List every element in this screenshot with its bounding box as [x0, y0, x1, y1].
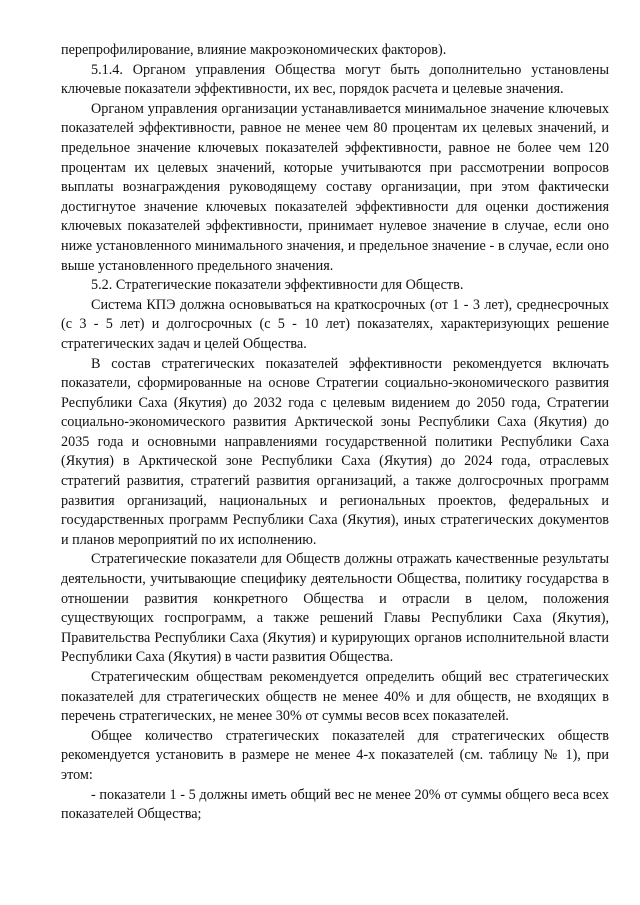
paragraph-strategic-indicators: Стратегические показатели для Обществ должны отражать качественные результаты деятельности, учитывающие специфику деятельности Общества, политику государства в отношении развития конкретного Общества и отрасли в целом, положения существующих госпрограмм, а также решений Главы Республики Саха (Якутия), Правительства Республики Саха (Якутия) и курирующих органов исполнительной власти Республики Саха (Якутия) в части развития Общества.	[61, 551, 609, 666]
paragraph-count: Общее количество стратегических показателей для стратегических обществ рекомендуется установить в размере не менее 4-х показателей (см. таблицу № 1), при этом:	[61, 727, 609, 783]
paragraph-kpi-terms: Система КПЭ должна основываться на краткосрочных (от 1 - 3 лет), среднесрочных (с 3 - 5 лет) и долгосрочных (с 5 - 10 лет) показателях, характеризующих решение стратегических задач и целей Общества.	[61, 296, 609, 352]
paragraph-strategy-sources: В состав стратегических показателей эффективности рекомендуется включать показатели, сформированные на основе Стратегии социально-экономического развития Республики Саха (Якутия) до 2032 года с целевым видением до 2050 года, Стратегии социально-экономического развития Арктической зоны Республики Саха (Якутия) до 2035 года и основными направлениями государственной политики Республики Саха (Якутия) в Арктической зоне Республики Саха (Якутия) до 2024 года, отраслевых стратегий развития, стратегий развития организаций, а также долгосрочных программ развития организаций, национальных и региональных проектов, федеральных и государственных программ Республики Саха (Якутия), иных стратегических документов и планов мероприятий по их исполнению.	[61, 355, 609, 548]
list-item-indicators-1-5: - показатели 1 - 5 должны иметь общий вес не менее 20% от суммы общего веса всех показателей Общества;	[61, 786, 609, 823]
paragraph-kpi-min-max: Органом управления организации устанавливается минимальное значение ключевых показателей эффективности, равное не менее чем 80 процентам их целевых значений, и предельное значение ключевых показателей эффективности, равное не более чем 120 процентам их целевых значений, которые учитываются при рассмотрении вопросов выплаты вознаграждения руководящему составу организации, при этом фактически достигнутое значение ключевых показателей эффективности для оценки достижения ключевых показателей эффективности, принимает нулевое значение в случае, если оно ниже установленного минимального значения, и предельное значение - в случае, если оно выше установленного предельного значения.	[61, 100, 609, 274]
document-page	[61, 41, 609, 825]
paragraph-weights: Стратегическим обществам рекомендуется определить общий вес стратегических показателей для стратегических обществ не менее 40% и для обществ, не входящих в перечень стратегических, не менее 30% от суммы весов всех показателей.	[61, 669, 609, 725]
section-heading-5-2: 5.2. Стратегические показатели эффективности для Обществ.	[91, 277, 464, 294]
paragraph-5-1-4: 5.1.4. Органом управления Общества могут быть дополнительно установлены ключевые показатели эффективности, их вес, порядок расчета и целевые значения.	[61, 61, 609, 98]
paragraph-continuation: перепрофилирование, влияние макроэкономических факторов).	[61, 42, 447, 58]
